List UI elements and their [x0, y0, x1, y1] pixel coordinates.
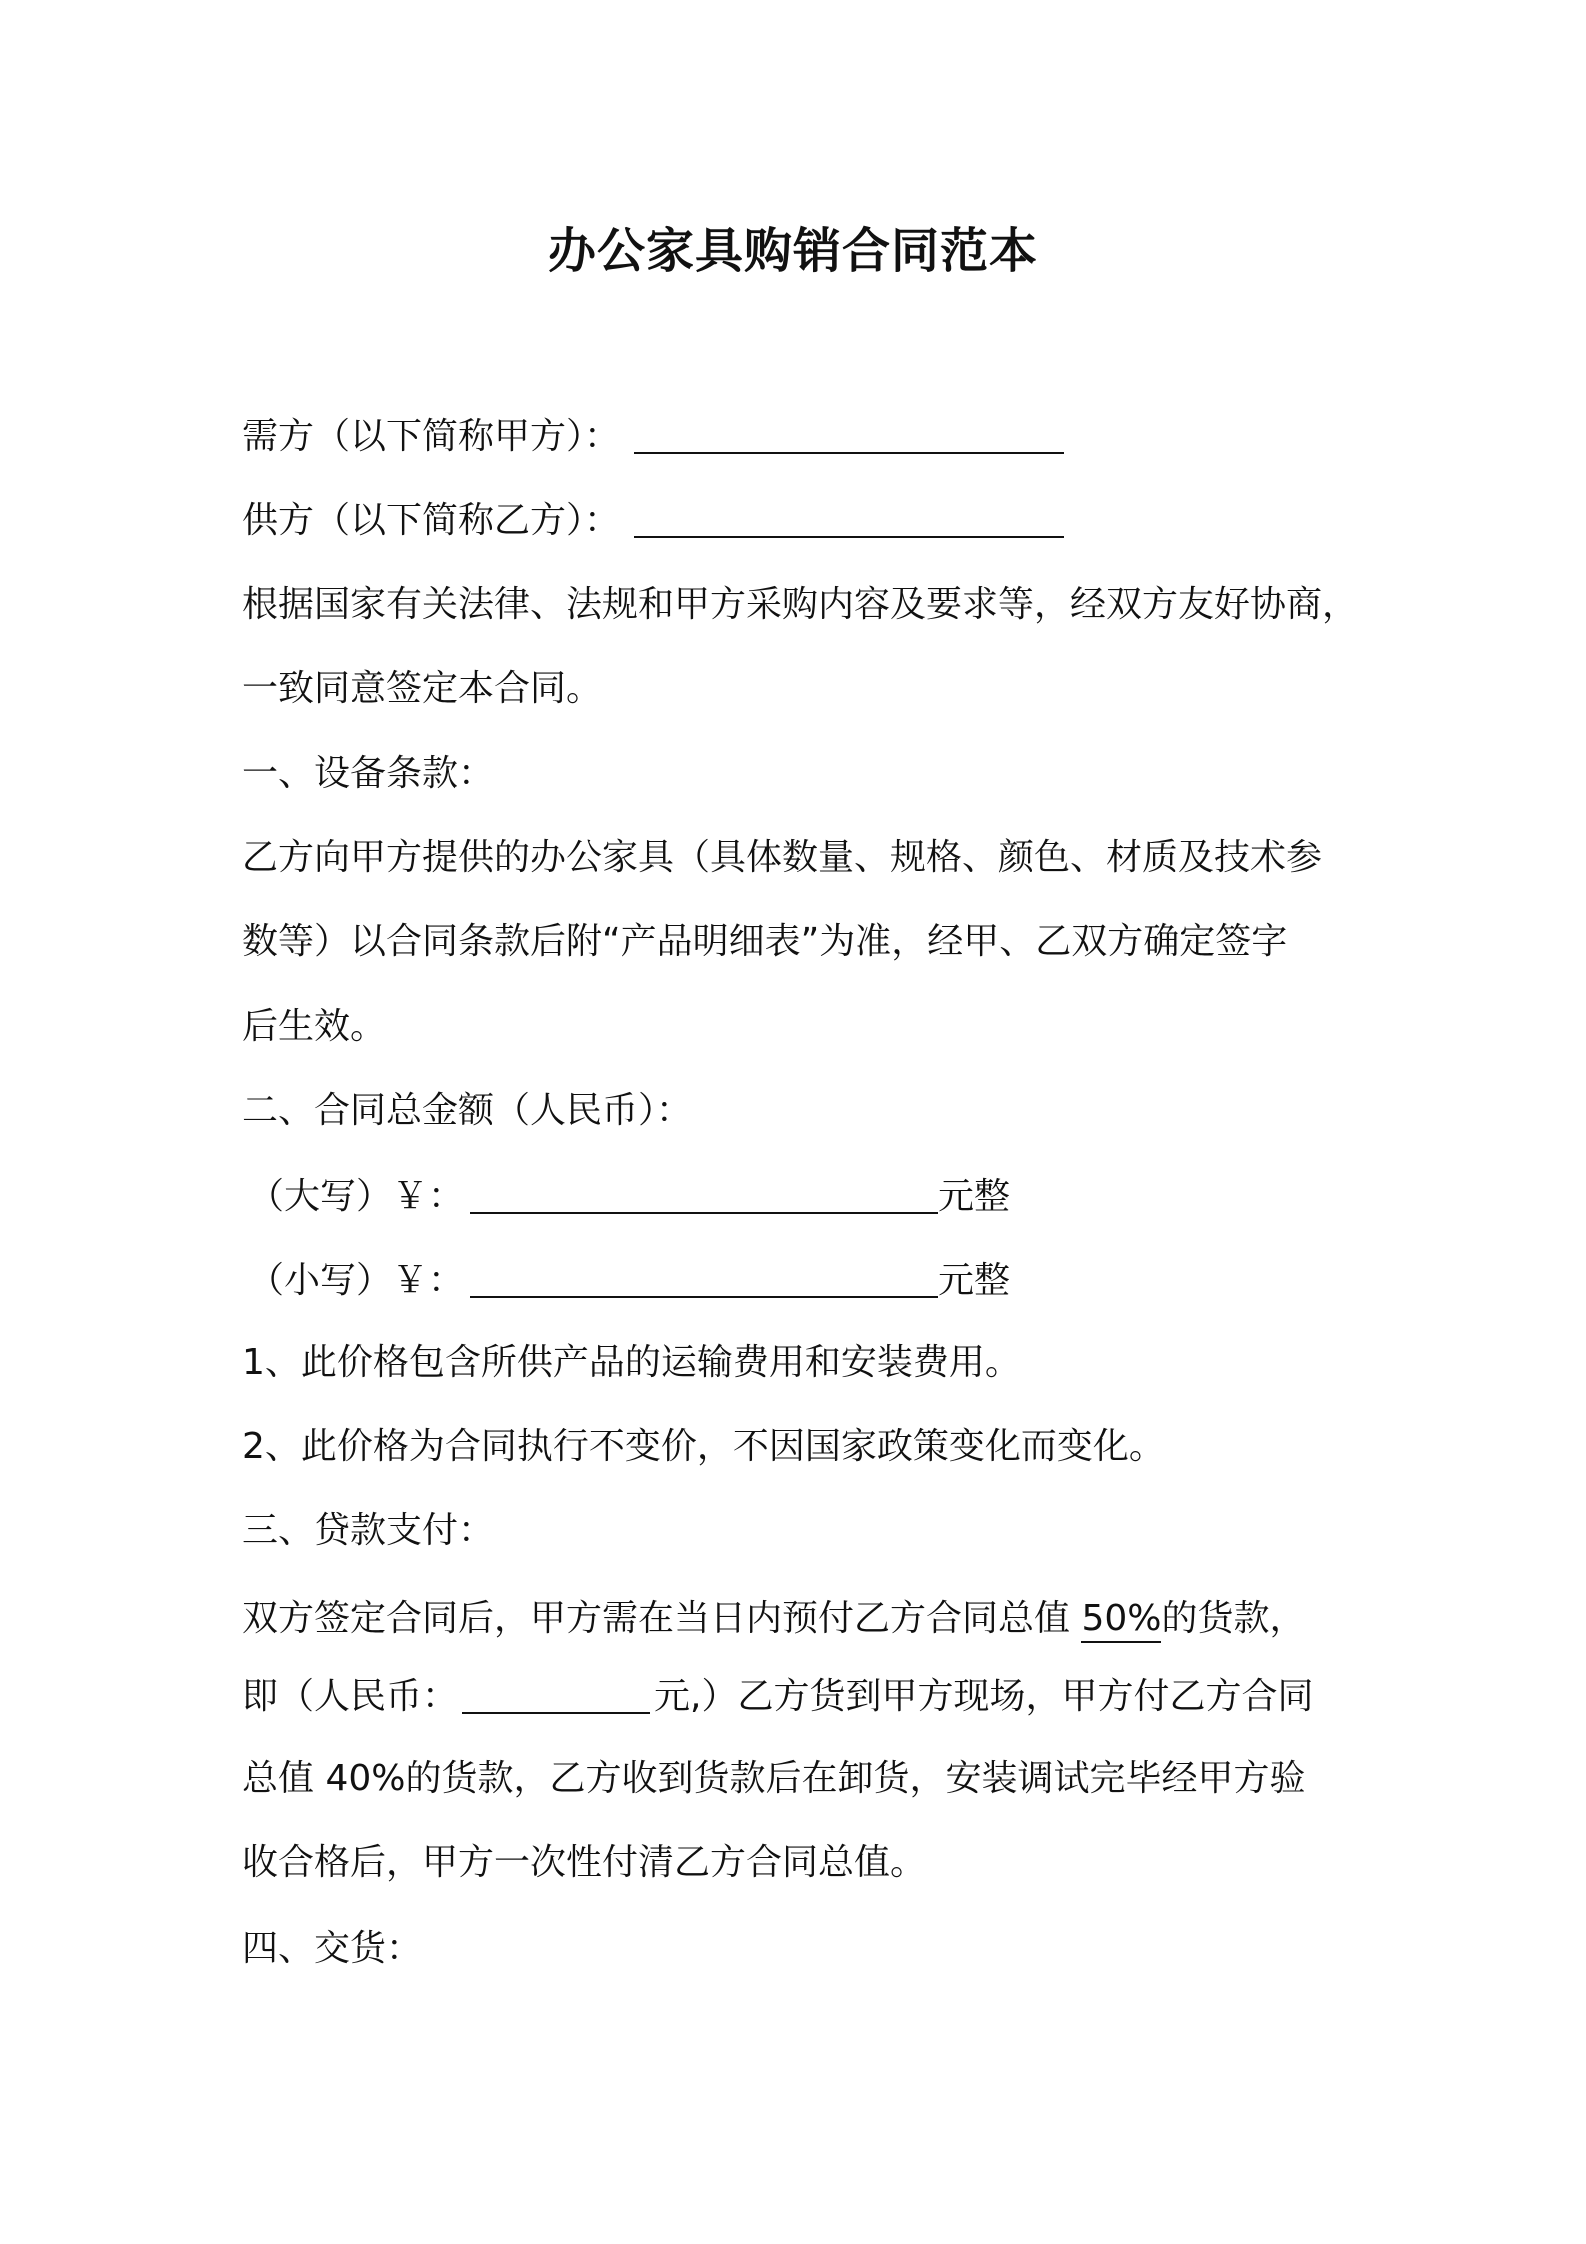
payment-line-2 [242, 1672, 1362, 1720]
buyer-blank[interactable] [634, 412, 1064, 454]
payment-rmb-label: 即（人民币： [242, 1676, 459, 1717]
supplier-blank[interactable] [634, 496, 1064, 538]
buyer-label: 需方（以下简称甲方）： [242, 416, 621, 457]
prepay-percent: 50% [1081, 1598, 1161, 1643]
amount-lower-blank[interactable] [470, 1256, 938, 1298]
amount-upper-line [248, 1172, 1368, 1220]
price-note-1: 1、此价格包含所供产品的运输费用和安装费用。 [242, 1342, 1021, 1383]
amount-upper-blank[interactable] [470, 1172, 938, 1214]
payment-text-a: 双方签定合同后，甲方需在当日内预付乙方合同总值 [242, 1598, 1082, 1639]
amount-lower-unit: 元整 [938, 1260, 1011, 1301]
supplier-label: 供方（以下简称乙方）： [242, 500, 621, 541]
page-title: 办公家具购销合同范本 [547, 223, 1038, 279]
payment-text-b: 的货款， [1161, 1598, 1306, 1639]
price-note-2: 2、此价格为合同执行不变价，不因国家政策变化而变化。 [242, 1426, 1165, 1467]
amount-lower-line [248, 1256, 1368, 1304]
section-1-line-3: 后生效。 [242, 1006, 387, 1047]
payment-line-4: 收合格后，甲方一次性付清乙方合同总值。 [242, 1842, 927, 1883]
amount-lower-label: （小写）￥： [248, 1260, 465, 1301]
amount-upper-unit: 元整 [938, 1176, 1011, 1217]
supplier-line [242, 496, 1362, 544]
payment-line-1 [242, 1596, 1362, 1642]
intro-line-2: 一致同意签定本合同。 [242, 668, 603, 709]
section-4-heading: 四、交货： [242, 1928, 423, 1969]
section-3-heading: 三、贷款支付： [242, 1510, 495, 1551]
payment-rmb-blank[interactable] [462, 1672, 650, 1714]
section-1-heading: 一、设备条款： [242, 753, 495, 794]
intro-line-1: 根据国家有关法律、法规和甲方采购内容及要求等，经双方友好协商， [242, 584, 1359, 625]
payment-text-c: 元,）乙方货到甲方现场，甲方付乙方合同 [654, 1676, 1314, 1717]
buyer-line [242, 412, 1362, 460]
amount-upper-label: （大写）￥： [248, 1176, 465, 1217]
section-1-line-2: 数等）以合同条款后附“产品明细表”为准，经甲、乙双方确定签字 [242, 921, 1288, 962]
section-1-line-1: 乙方向甲方提供的办公家具（具体数量、规格、颜色、材质及技术参 [242, 837, 1323, 878]
payment-line-3: 总值 40%的货款，乙方收到货款后在卸货，安装调试完毕经甲方验 [242, 1758, 1306, 1799]
section-2-heading: 二、合同总金额（人民币）： [242, 1090, 693, 1131]
